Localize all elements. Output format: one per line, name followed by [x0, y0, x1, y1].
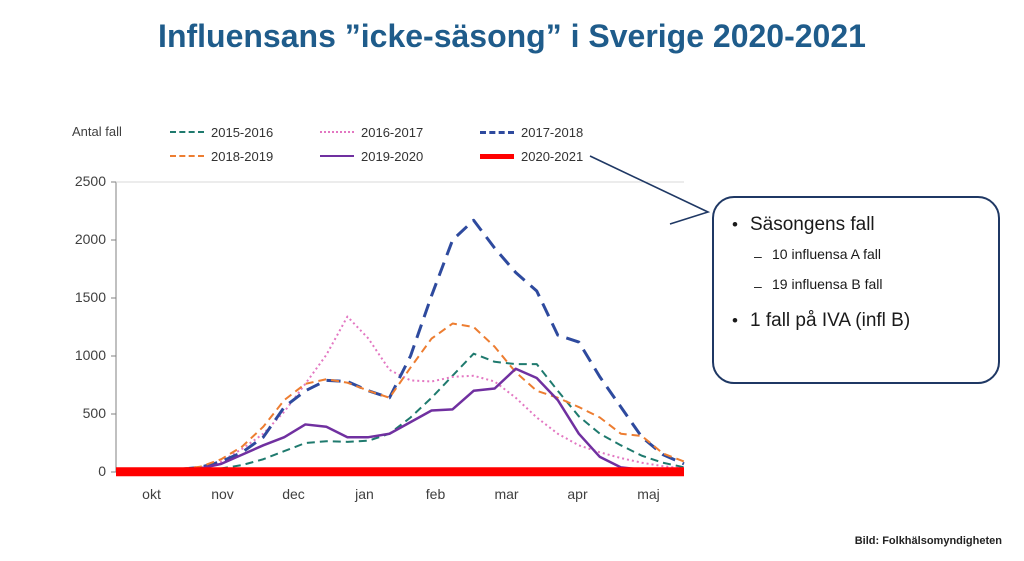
x-tick-label: apr	[567, 486, 588, 502]
series-line-2018-2019	[116, 324, 684, 471]
source-note: Bild: Folkhälsomyndigheten	[854, 535, 1002, 547]
x-tick-label: nov	[211, 486, 234, 502]
legend-label: 2019-2020	[361, 148, 424, 164]
y-tick-label: 500	[82, 405, 106, 421]
legend-item-2016-2017	[320, 125, 480, 140]
callout-sub-2	[754, 276, 984, 296]
legend-swatch-icon	[320, 155, 354, 157]
y-axis-title: Antal fall	[72, 124, 122, 139]
callout-box	[712, 196, 1000, 384]
y-tick-label: 0	[98, 463, 106, 479]
legend-swatch-icon	[480, 154, 514, 159]
legend-label: 2017-2018	[521, 124, 584, 140]
series-line-2016-2017	[116, 317, 684, 472]
y-tick-label: 2000	[74, 231, 106, 247]
legend-item-2015-2016	[170, 125, 320, 140]
legend-swatch-icon	[320, 131, 354, 133]
x-tick-label: maj	[637, 486, 660, 502]
callout-bullet-1	[732, 214, 984, 236]
legend-label: 2016-2017	[361, 124, 424, 140]
callout-bullet-1-label: Säsongens fall	[750, 214, 875, 235]
callout-sub-2-label: 19 influensa B fall	[772, 276, 883, 292]
legend-swatch-icon	[170, 131, 204, 133]
y-tick-label: 1000	[74, 347, 106, 363]
legend-item-2018-2019	[170, 149, 320, 164]
x-tick-label: mar	[494, 486, 519, 502]
callout-sub-1-label: 10 influensa A fall	[772, 246, 881, 262]
y-tick-label: 1500	[74, 289, 106, 305]
legend-swatch-icon	[170, 155, 204, 157]
x-tick-label: jan	[355, 486, 374, 502]
bullet-icon: •	[732, 215, 738, 234]
legend-swatch-icon	[480, 131, 514, 134]
legend-label: 2020-2021	[521, 148, 584, 164]
callout-sub-1	[754, 246, 984, 266]
bullet-icon: •	[732, 311, 738, 330]
legend-label: 2018-2019	[211, 148, 274, 164]
legend-item-2017-2018	[480, 125, 650, 140]
callout-bullet-2	[732, 310, 984, 332]
legend-label: 2015-2016	[211, 124, 274, 140]
x-tick-label: okt	[142, 486, 161, 502]
series-line-2015-2016	[116, 354, 684, 471]
x-tick-label: feb	[425, 486, 446, 502]
legend-item-2019-2020	[320, 149, 480, 164]
x-tick-label: dec	[282, 486, 305, 502]
page-title: Influensans ”icke-säsong” i Sverige 2020-2021	[158, 18, 866, 54]
dash-icon: –	[754, 248, 762, 264]
y-tick-label: 2500	[74, 173, 106, 189]
callout-bullet-2-label: 1 fall på IVA (infl B)	[750, 310, 911, 331]
dash-icon: –	[754, 278, 762, 294]
